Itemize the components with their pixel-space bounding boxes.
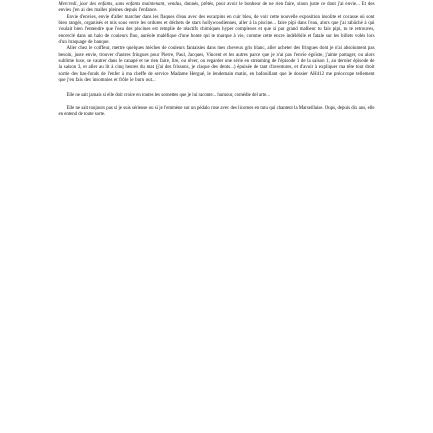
paragraph-1 — [59, 2, 375, 15]
paragraph-1-text: donnés, prêtés, pour avoir le bonheur de ne rien faire, sinon juste ce dont j'ai envie... Et des envies j'en ai des malles pleines depuis l'enfance. — [58, 2, 375, 14]
footnote-2: Elle ne sait toujours pas si je suis sérieuse ou si je l'emmène sur un pédalo rose avec des licornes en tutu qui chantent la Marseillaise. Oups, depuis dix ans, elle en entend de toute sorte. — [58, 105, 375, 118]
paragraph-2-text: Envie d'envies, envie d'aller marcher dans les flaques d'eau avec des escarpins en cuir bleu, de voir cette nouvelle exposition insolite et cocasse où sont bien rangés, organisés et mis sous verre les ordures et déchets de stars hollywoodiennes, aller à la piscine... faire pipi dans l'eau, alors que j'ai rabâché à qui voulait bien l'entendre que l'eau des piscines est remplie de réactifs chimiques hyper complexes et que si par grand malheur tu fais pipi, tu te retrouves, encerclé dans un halo de couleurs fluo, auréole maléfique d'une honte qui te marque à vie, comme cette encre indélébile et fatale sur les billets volés lors d'un braquage de banque. — [58, 14, 375, 46]
paragraph-2 — [59, 15, 375, 47]
paragraph-1-lead: Mercredi, jour des enfants, sans enfants maintenant, vendus, — [58, 2, 183, 7]
paragraph-3 — [59, 46, 375, 84]
footnote-1: Elle ne sait jamais si elle doit croire en toutes les sornettes que je lui raconte... humour, comédie del arte... — [66, 93, 270, 99]
paragraph-3-text: Aller chez le coiffeur, mettre quelques mèches de couleurs fantaisies dans mes cheveux gris blanc, aller acheter des fringues dont je n'ai absolument pas besoin, juste envie, trouver d'autres fringues pour Pierre, Paul, Jacques, Vincent et les autres parce que je n'ai pas l'envie égoïste, j'aime partager, ou alors sublime luxe, se vautrer dans le canapé et ne rien faire, lire, ou rêver, ou regarder une série en streaming de l'épisode 1 de la saison 1, au dernier épisode de la saison 3, et aller au lit à cinq heures du mat (j'ai des frissons, je claque des dents...) épuisée de tant d'aventures, et d'avoir à expliquer ma tête tout droit sortie des bas-fonds de l'enfer à ma cheffe de service Madame Hergué, le lendemain matin, en bafouillant que le dossier AH412 me préoccupe tellement que j'en fais des insomnies et frôle le burn out... — [58, 46, 375, 84]
section-gap — [0, 84, 433, 93]
